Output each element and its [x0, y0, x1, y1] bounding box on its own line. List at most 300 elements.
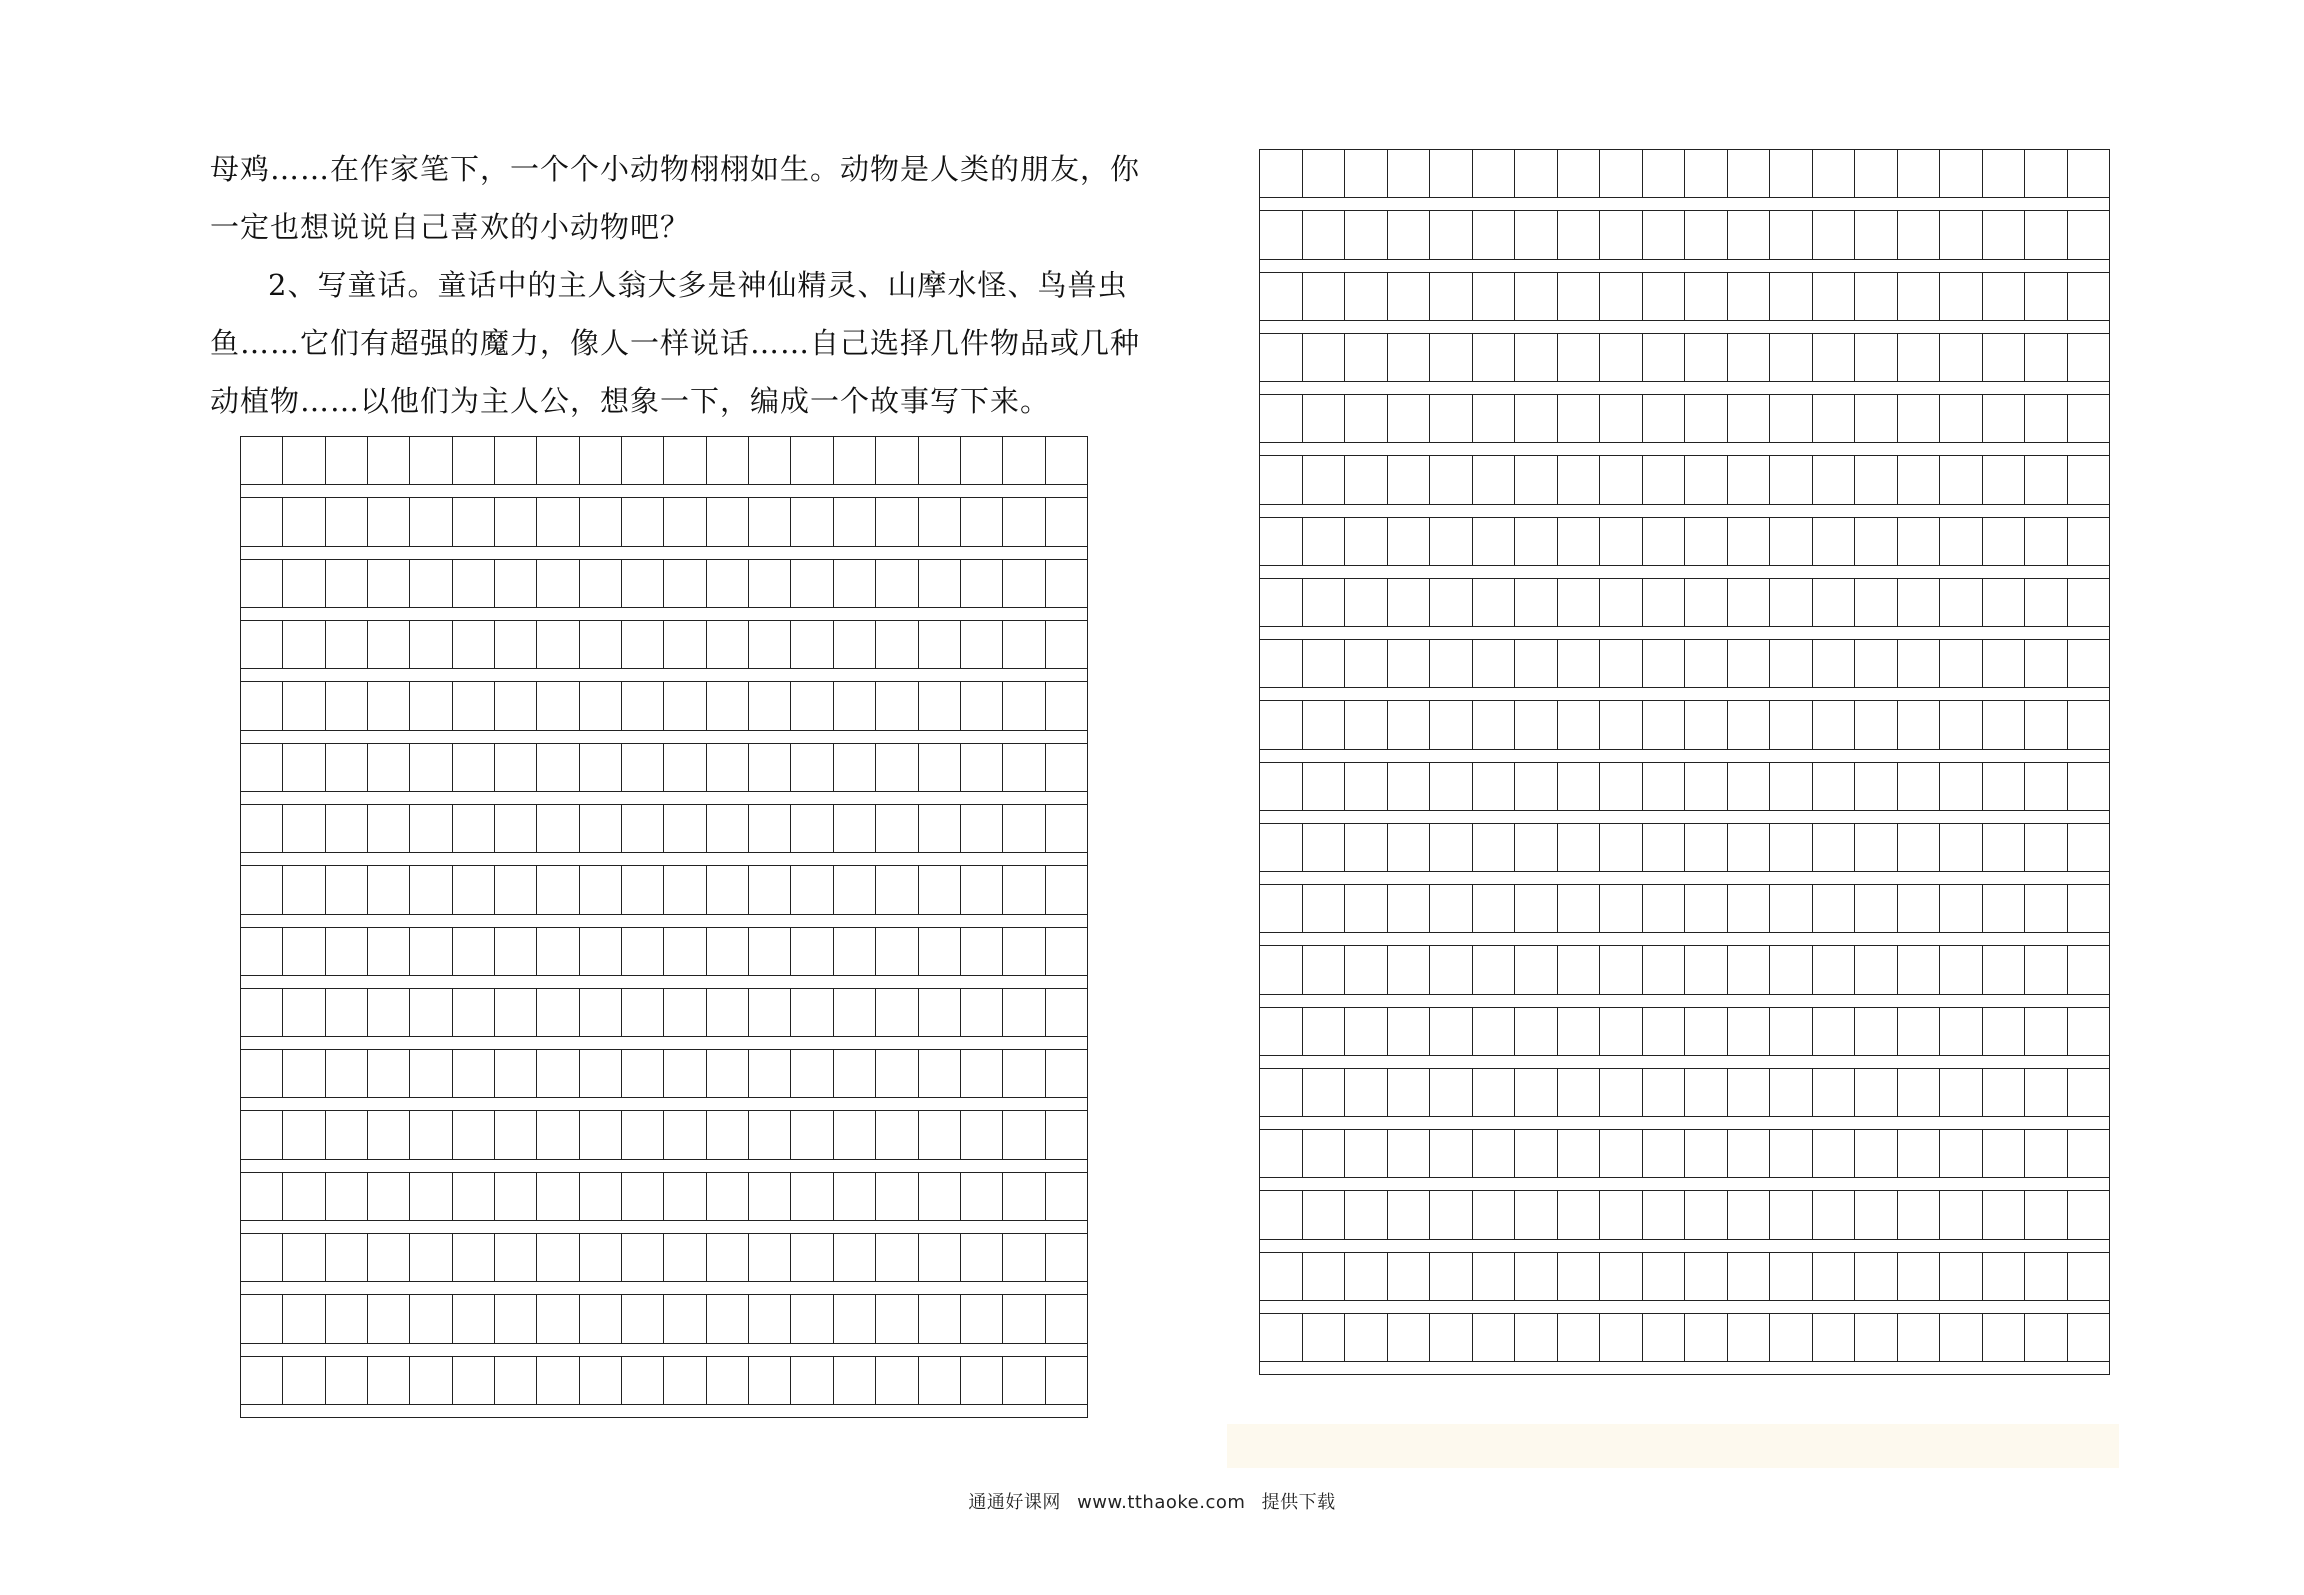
grid-cell[interactable] — [834, 1357, 876, 1404]
grid-cell[interactable] — [1600, 763, 1643, 810]
grid-cell[interactable] — [1940, 1314, 1983, 1361]
grid-cell[interactable] — [1473, 763, 1516, 810]
grid-cell[interactable] — [283, 989, 325, 1036]
grid-cell[interactable] — [1558, 150, 1601, 197]
grid-cell[interactable] — [537, 560, 579, 607]
grid-cell[interactable] — [664, 560, 706, 607]
grid-cell[interactable] — [537, 744, 579, 791]
grid-cell[interactable] — [876, 989, 918, 1036]
grid-cell[interactable] — [919, 744, 961, 791]
grid-cell[interactable] — [834, 989, 876, 1036]
grid-cell[interactable] — [1046, 866, 1088, 913]
grid-cell[interactable] — [580, 928, 622, 975]
grid-cell[interactable] — [664, 1173, 706, 1220]
grid-cell[interactable] — [834, 1295, 876, 1342]
grid-cell[interactable] — [1643, 518, 1686, 565]
grid-cell[interactable] — [537, 498, 579, 545]
grid-cell[interactable] — [1345, 518, 1388, 565]
grid-cell[interactable] — [1685, 946, 1728, 993]
grid-cell[interactable] — [1260, 885, 1303, 932]
grid-cell[interactable] — [580, 744, 622, 791]
grid-cell[interactable] — [1770, 946, 1813, 993]
grid-cell[interactable] — [368, 682, 410, 729]
grid-cell[interactable] — [326, 621, 368, 668]
grid-cell[interactable] — [495, 498, 537, 545]
grid-cell[interactable] — [241, 1234, 283, 1281]
grid-cell[interactable] — [1473, 1314, 1516, 1361]
grid-cell[interactable] — [1388, 518, 1431, 565]
grid-cell[interactable] — [1728, 150, 1771, 197]
grid-cell[interactable] — [1303, 273, 1346, 320]
grid-cell[interactable] — [283, 1295, 325, 1342]
grid-cell[interactable] — [1345, 763, 1388, 810]
grid-cell[interactable] — [1260, 579, 1303, 626]
grid-cell[interactable] — [410, 621, 452, 668]
grid-cell[interactable] — [1473, 273, 1516, 320]
grid-cell[interactable] — [1728, 1314, 1771, 1361]
grid-cell[interactable] — [326, 928, 368, 975]
grid-cell[interactable] — [1813, 946, 1856, 993]
grid-cell[interactable] — [1813, 640, 1856, 687]
grid-cell[interactable] — [1515, 1130, 1558, 1177]
grid-cell[interactable] — [1855, 946, 1898, 993]
grid-cell[interactable] — [834, 928, 876, 975]
grid-cell[interactable] — [1003, 621, 1045, 668]
grid-cell[interactable] — [453, 744, 495, 791]
grid-cell[interactable] — [1430, 1253, 1473, 1300]
grid-cell[interactable] — [1515, 150, 1558, 197]
grid-cell[interactable] — [1473, 518, 1516, 565]
grid-cell[interactable] — [1388, 763, 1431, 810]
grid-cell[interactable] — [2068, 1191, 2111, 1238]
grid-cell[interactable] — [1345, 1130, 1388, 1177]
grid-cell[interactable] — [1983, 946, 2026, 993]
grid-cell[interactable] — [1643, 640, 1686, 687]
grid-cell[interactable] — [580, 498, 622, 545]
grid-cell[interactable] — [876, 928, 918, 975]
grid-cell[interactable] — [1558, 946, 1601, 993]
grid-cell[interactable] — [453, 1050, 495, 1097]
grid-cell[interactable] — [1515, 1191, 1558, 1238]
grid-cell[interactable] — [2025, 211, 2068, 258]
grid-cell[interactable] — [1770, 1191, 1813, 1238]
grid-cell[interactable] — [791, 866, 833, 913]
grid-cell[interactable] — [2025, 1253, 2068, 1300]
grid-cell[interactable] — [495, 1234, 537, 1281]
grid-cell[interactable] — [2068, 334, 2111, 381]
grid-cell[interactable] — [1813, 1191, 1856, 1238]
grid-cell[interactable] — [919, 1050, 961, 1097]
grid-cell[interactable] — [1983, 456, 2026, 503]
grid-cell[interactable] — [580, 1295, 622, 1342]
grid-cell[interactable] — [2025, 1008, 2068, 1055]
grid-cell[interactable] — [410, 1357, 452, 1404]
grid-cell[interactable] — [1643, 150, 1686, 197]
grid-cell[interactable] — [749, 437, 791, 484]
grid-cell[interactable] — [834, 1111, 876, 1158]
grid-cell[interactable] — [1643, 946, 1686, 993]
grid-cell[interactable] — [368, 866, 410, 913]
grid-cell[interactable] — [283, 866, 325, 913]
grid-cell[interactable] — [749, 744, 791, 791]
grid-cell[interactable] — [1388, 150, 1431, 197]
grid-cell[interactable] — [1515, 1069, 1558, 1116]
grid-cell[interactable] — [1600, 334, 1643, 381]
grid-cell[interactable] — [1260, 640, 1303, 687]
grid-cell[interactable] — [495, 744, 537, 791]
grid-cell[interactable] — [919, 437, 961, 484]
grid-cell[interactable] — [622, 437, 664, 484]
grid-cell[interactable] — [1855, 518, 1898, 565]
grid-cell[interactable] — [1940, 701, 1983, 748]
grid-cell[interactable] — [2025, 1130, 2068, 1177]
grid-cell[interactable] — [1388, 1130, 1431, 1177]
grid-cell[interactable] — [1473, 334, 1516, 381]
grid-cell[interactable] — [1388, 456, 1431, 503]
grid-cell[interactable] — [791, 744, 833, 791]
grid-cell[interactable] — [791, 805, 833, 852]
grid-cell[interactable] — [1473, 456, 1516, 503]
grid-cell[interactable] — [1558, 701, 1601, 748]
grid-cell[interactable] — [1046, 1234, 1088, 1281]
grid-cell[interactable] — [537, 1234, 579, 1281]
grid-cell[interactable] — [1728, 946, 1771, 993]
grid-cell[interactable] — [664, 1111, 706, 1158]
grid-cell[interactable] — [1430, 701, 1473, 748]
grid-cell[interactable] — [1600, 579, 1643, 626]
grid-cell[interactable] — [2068, 273, 2111, 320]
grid-cell[interactable] — [834, 621, 876, 668]
grid-cell[interactable] — [961, 805, 1003, 852]
grid-cell[interactable] — [1558, 824, 1601, 871]
grid-cell[interactable] — [1260, 150, 1303, 197]
grid-cell[interactable] — [326, 866, 368, 913]
grid-cell[interactable] — [1430, 334, 1473, 381]
grid-cell[interactable] — [2025, 885, 2068, 932]
grid-cell[interactable] — [283, 928, 325, 975]
grid-cell[interactable] — [961, 498, 1003, 545]
grid-cell[interactable] — [1770, 763, 1813, 810]
grid-cell[interactable] — [495, 560, 537, 607]
grid-cell[interactable] — [622, 1050, 664, 1097]
grid-cell[interactable] — [961, 437, 1003, 484]
grid-cell[interactable] — [1898, 1253, 1941, 1300]
grid-cell[interactable] — [1813, 456, 1856, 503]
grid-cell[interactable] — [1388, 1314, 1431, 1361]
grid-cell[interactable] — [2068, 824, 2111, 871]
grid-cell[interactable] — [1813, 824, 1856, 871]
grid-cell[interactable] — [1600, 885, 1643, 932]
grid-cell[interactable] — [1940, 763, 1983, 810]
grid-cell[interactable] — [1046, 437, 1088, 484]
grid-cell[interactable] — [707, 1050, 749, 1097]
grid-cell[interactable] — [1770, 701, 1813, 748]
grid-cell[interactable] — [919, 498, 961, 545]
grid-cell[interactable] — [1685, 885, 1728, 932]
grid-cell[interactable] — [1303, 763, 1346, 810]
grid-cell[interactable] — [2025, 640, 2068, 687]
grid-cell[interactable] — [1855, 701, 1898, 748]
grid-cell[interactable] — [1898, 885, 1941, 932]
grid-cell[interactable] — [749, 498, 791, 545]
grid-cell[interactable] — [495, 989, 537, 1036]
grid-cell[interactable] — [1813, 273, 1856, 320]
grid-cell[interactable] — [1643, 273, 1686, 320]
grid-cell[interactable] — [1600, 701, 1643, 748]
grid-cell[interactable] — [1388, 273, 1431, 320]
grid-cell[interactable] — [326, 1173, 368, 1220]
grid-cell[interactable] — [410, 1173, 452, 1220]
grid-cell[interactable] — [1515, 1314, 1558, 1361]
grid-cell[interactable] — [1685, 701, 1728, 748]
grid-cell[interactable] — [1345, 273, 1388, 320]
grid-cell[interactable] — [2025, 579, 2068, 626]
grid-cell[interactable] — [1643, 334, 1686, 381]
grid-cell[interactable] — [368, 1357, 410, 1404]
grid-cell[interactable] — [1813, 150, 1856, 197]
grid-cell[interactable] — [453, 928, 495, 975]
grid-cell[interactable] — [919, 560, 961, 607]
grid-cell[interactable] — [1430, 518, 1473, 565]
grid-cell[interactable] — [283, 1173, 325, 1220]
grid-cell[interactable] — [1345, 579, 1388, 626]
grid-cell[interactable] — [453, 866, 495, 913]
grid-cell[interactable] — [453, 621, 495, 668]
grid-cell[interactable] — [1260, 763, 1303, 810]
grid-cell[interactable] — [1685, 1069, 1728, 1116]
grid-cell[interactable] — [1685, 150, 1728, 197]
grid-cell[interactable] — [1898, 1191, 1941, 1238]
grid-cell[interactable] — [1983, 824, 2026, 871]
grid-cell[interactable] — [1515, 456, 1558, 503]
grid-cell[interactable] — [1430, 1008, 1473, 1055]
grid-cell[interactable] — [1046, 560, 1088, 607]
grid-cell[interactable] — [453, 1357, 495, 1404]
grid-cell[interactable] — [1260, 946, 1303, 993]
grid-cell[interactable] — [453, 682, 495, 729]
grid-cell[interactable] — [580, 866, 622, 913]
grid-cell[interactable] — [1260, 1191, 1303, 1238]
grid-cell[interactable] — [1685, 1008, 1728, 1055]
grid-cell[interactable] — [1600, 273, 1643, 320]
grid-cell[interactable] — [1260, 701, 1303, 748]
grid-cell[interactable] — [622, 1295, 664, 1342]
grid-cell[interactable] — [2068, 946, 2111, 993]
grid-cell[interactable] — [1558, 1253, 1601, 1300]
grid-cell[interactable] — [2068, 456, 2111, 503]
grid-cell[interactable] — [2068, 1008, 2111, 1055]
grid-cell[interactable] — [1345, 701, 1388, 748]
grid-cell[interactable] — [919, 1173, 961, 1220]
grid-cell[interactable] — [664, 621, 706, 668]
grid-cell[interactable] — [1473, 150, 1516, 197]
grid-cell[interactable] — [1558, 334, 1601, 381]
grid-cell[interactable] — [1940, 518, 1983, 565]
grid-cell[interactable] — [368, 1234, 410, 1281]
grid-cell[interactable] — [580, 621, 622, 668]
grid-cell[interactable] — [1558, 1130, 1601, 1177]
grid-cell[interactable] — [495, 682, 537, 729]
grid-cell[interactable] — [2025, 946, 2068, 993]
grid-cell[interactable] — [537, 1050, 579, 1097]
grid-cell[interactable] — [1430, 763, 1473, 810]
grid-cell[interactable] — [1643, 885, 1686, 932]
grid-cell[interactable] — [1003, 928, 1045, 975]
grid-cell[interactable] — [1600, 456, 1643, 503]
grid-cell[interactable] — [453, 1173, 495, 1220]
grid-cell[interactable] — [1473, 1008, 1516, 1055]
grid-cell[interactable] — [1046, 989, 1088, 1036]
grid-cell[interactable] — [1260, 1314, 1303, 1361]
grid-cell[interactable] — [1855, 150, 1898, 197]
grid-cell[interactable] — [2025, 395, 2068, 442]
grid-cell[interactable] — [495, 805, 537, 852]
grid-cell[interactable] — [1728, 456, 1771, 503]
grid-cell[interactable] — [919, 1357, 961, 1404]
grid-cell[interactable] — [1940, 824, 1983, 871]
grid-cell[interactable] — [368, 805, 410, 852]
grid-cell[interactable] — [580, 1173, 622, 1220]
grid-cell[interactable] — [1388, 640, 1431, 687]
grid-cell[interactable] — [2068, 395, 2111, 442]
grid-cell[interactable] — [1643, 1130, 1686, 1177]
grid-cell[interactable] — [876, 1111, 918, 1158]
grid-cell[interactable] — [919, 989, 961, 1036]
grid-cell[interactable] — [1855, 1314, 1898, 1361]
grid-cell[interactable] — [1770, 395, 1813, 442]
grid-cell[interactable] — [1855, 640, 1898, 687]
grid-cell[interactable] — [1855, 1008, 1898, 1055]
grid-cell[interactable] — [1983, 273, 2026, 320]
grid-cell[interactable] — [664, 805, 706, 852]
grid-cell[interactable] — [834, 1050, 876, 1097]
grid-cell[interactable] — [1345, 640, 1388, 687]
grid-cell[interactable] — [1813, 395, 1856, 442]
grid-cell[interactable] — [1003, 1111, 1045, 1158]
grid-cell[interactable] — [1473, 946, 1516, 993]
grid-cell[interactable] — [622, 621, 664, 668]
grid-cell[interactable] — [791, 1111, 833, 1158]
grid-cell[interactable] — [1813, 701, 1856, 748]
grid-cell[interactable] — [326, 560, 368, 607]
grid-cell[interactable] — [1728, 824, 1771, 871]
grid-cell[interactable] — [961, 989, 1003, 1036]
grid-cell[interactable] — [1388, 1253, 1431, 1300]
grid-cell[interactable] — [791, 498, 833, 545]
grid-cell[interactable] — [876, 621, 918, 668]
grid-cell[interactable] — [1898, 824, 1941, 871]
grid-cell[interactable] — [1345, 946, 1388, 993]
grid-cell[interactable] — [1728, 1191, 1771, 1238]
grid-cell[interactable] — [1388, 1008, 1431, 1055]
grid-cell[interactable] — [1898, 211, 1941, 258]
grid-cell[interactable] — [580, 1357, 622, 1404]
grid-cell[interactable] — [1983, 1069, 2026, 1116]
grid-cell[interactable] — [1558, 456, 1601, 503]
grid-cell[interactable] — [1303, 1008, 1346, 1055]
grid-cell[interactable] — [961, 1050, 1003, 1097]
grid-cell[interactable] — [749, 1050, 791, 1097]
grid-cell[interactable] — [283, 805, 325, 852]
grid-cell[interactable] — [283, 1234, 325, 1281]
grid-cell[interactable] — [453, 498, 495, 545]
grid-cell[interactable] — [1983, 885, 2026, 932]
grid-cell[interactable] — [961, 1357, 1003, 1404]
grid-cell[interactable] — [1473, 885, 1516, 932]
grid-cell[interactable] — [961, 744, 1003, 791]
grid-cell[interactable] — [1855, 334, 1898, 381]
grid-cell[interactable] — [749, 682, 791, 729]
grid-cell[interactable] — [1898, 334, 1941, 381]
grid-cell[interactable] — [2068, 1130, 2111, 1177]
grid-cell[interactable] — [1940, 150, 1983, 197]
grid-cell[interactable] — [1003, 1173, 1045, 1220]
grid-cell[interactable] — [664, 744, 706, 791]
grid-cell[interactable] — [2025, 701, 2068, 748]
grid-cell[interactable] — [961, 1111, 1003, 1158]
grid-cell[interactable] — [1643, 1253, 1686, 1300]
grid-cell[interactable] — [1643, 579, 1686, 626]
grid-cell[interactable] — [749, 928, 791, 975]
grid-cell[interactable] — [1473, 1191, 1516, 1238]
grid-cell[interactable] — [1855, 763, 1898, 810]
grid-cell[interactable] — [1430, 824, 1473, 871]
grid-cell[interactable] — [1983, 518, 2026, 565]
grid-cell[interactable] — [1046, 1357, 1088, 1404]
grid-cell[interactable] — [1260, 1008, 1303, 1055]
grid-cell[interactable] — [453, 437, 495, 484]
grid-cell[interactable] — [1983, 150, 2026, 197]
grid-cell[interactable] — [1728, 1069, 1771, 1116]
grid-cell[interactable] — [622, 1357, 664, 1404]
grid-cell[interactable] — [326, 1111, 368, 1158]
grid-cell[interactable] — [1303, 640, 1346, 687]
grid-cell[interactable] — [749, 866, 791, 913]
grid-cell[interactable] — [1260, 1253, 1303, 1300]
grid-cell[interactable] — [876, 437, 918, 484]
grid-cell[interactable] — [1303, 885, 1346, 932]
grid-cell[interactable] — [2025, 763, 2068, 810]
grid-cell[interactable] — [919, 682, 961, 729]
grid-cell[interactable] — [1728, 211, 1771, 258]
grid-cell[interactable] — [1003, 682, 1045, 729]
grid-cell[interactable] — [1003, 498, 1045, 545]
grid-cell[interactable] — [1473, 1069, 1516, 1116]
grid-cell[interactable] — [791, 1234, 833, 1281]
grid-cell[interactable] — [410, 928, 452, 975]
grid-cell[interactable] — [241, 498, 283, 545]
grid-cell[interactable] — [707, 744, 749, 791]
grid-cell[interactable] — [495, 1357, 537, 1404]
grid-cell[interactable] — [1558, 273, 1601, 320]
grid-cell[interactable] — [707, 682, 749, 729]
grid-cell[interactable] — [1898, 150, 1941, 197]
grid-cell[interactable] — [1515, 824, 1558, 871]
grid-cell[interactable] — [2068, 1314, 2111, 1361]
grid-cell[interactable] — [919, 866, 961, 913]
grid-cell[interactable] — [453, 560, 495, 607]
grid-cell[interactable] — [2025, 1069, 2068, 1116]
grid-cell[interactable] — [410, 498, 452, 545]
grid-cell[interactable] — [410, 1050, 452, 1097]
grid-cell[interactable] — [1515, 946, 1558, 993]
grid-cell[interactable] — [1855, 211, 1898, 258]
grid-cell[interactable] — [1515, 334, 1558, 381]
grid-cell[interactable] — [537, 805, 579, 852]
grid-cell[interactable] — [453, 805, 495, 852]
grid-cell[interactable] — [1770, 1130, 1813, 1177]
grid-cell[interactable] — [2025, 824, 2068, 871]
